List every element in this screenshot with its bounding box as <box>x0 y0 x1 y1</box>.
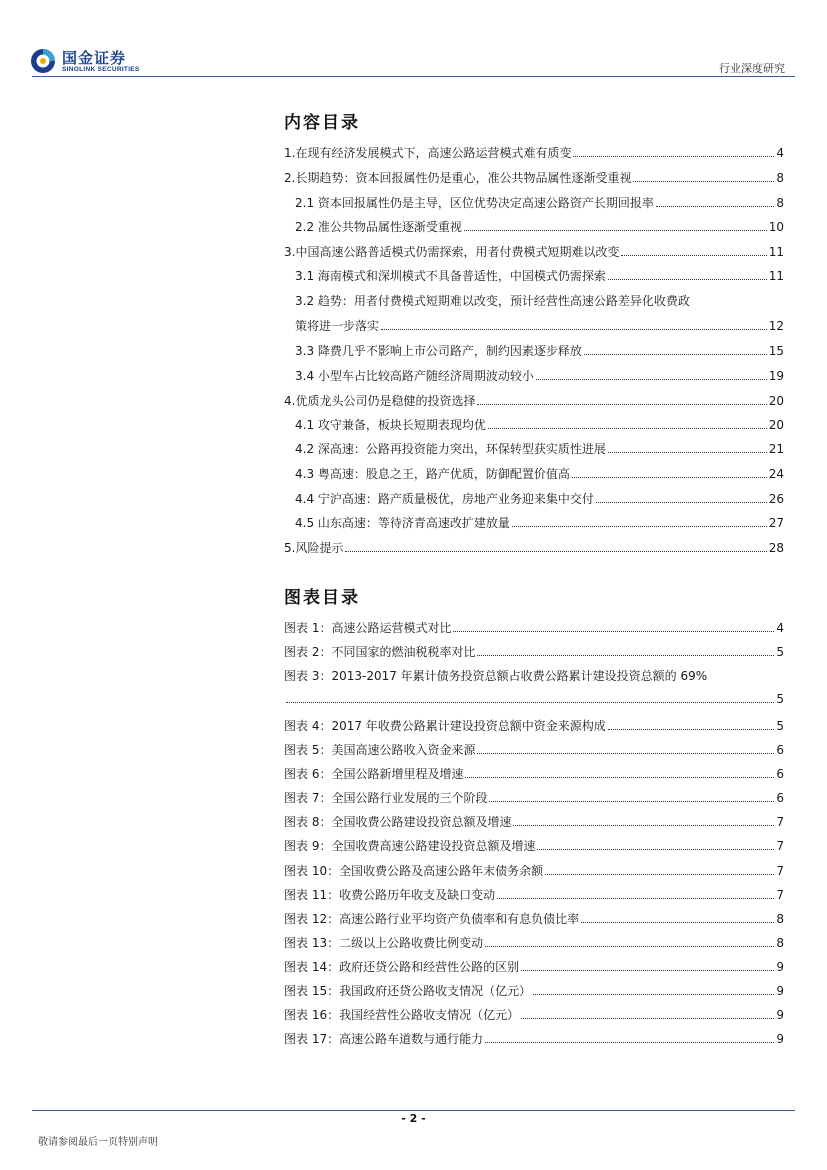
dot-leader <box>656 205 774 207</box>
entry-page-number: 5 <box>776 719 784 733</box>
entry-title: 图表 1：高速公路运营模式对比 <box>284 621 452 635</box>
entry-title: 图表 15：我国政府还贷公路收支情况（亿元） <box>284 984 532 998</box>
figure-entry[interactable] <box>284 1030 784 1048</box>
dot-leader <box>521 1017 774 1019</box>
entry-page-number: 19 <box>768 369 784 383</box>
entry-title: 2.1 资本回报属性仍是主导，区位优势决定高速公路资产长期回报率 <box>295 196 654 210</box>
entry-page-number: 10 <box>768 220 784 234</box>
sinolink-logo-icon <box>30 48 56 74</box>
entry-page-number: 9 <box>776 984 784 998</box>
dot-leader <box>573 155 774 157</box>
dot-leader <box>465 776 774 778</box>
dot-leader <box>545 873 774 875</box>
dot-leader <box>489 800 774 802</box>
figure-entry[interactable] <box>284 741 784 759</box>
entry-title: 图表 2：不同国家的燃油税税率对比 <box>284 645 476 659</box>
contents-title: 内容目录 <box>284 113 360 133</box>
report-type-label: 行业深度研究 <box>719 62 785 75</box>
dot-leader <box>286 701 774 703</box>
entry-title: 2.长期趋势：资本回报属性仍是重心，准公共物品属性逐渐受重视 <box>284 171 632 185</box>
dot-leader <box>485 1041 774 1043</box>
entry-title: 图表 5：美国高速公路收入资金来源 <box>284 743 476 757</box>
entry-page-number: 6 <box>776 743 784 757</box>
entry-title: 4.5 山东高速：等待济青高速改扩建放量 <box>295 516 510 530</box>
entry-page-number: 8 <box>776 912 784 926</box>
figure-entry[interactable] <box>284 643 784 661</box>
toc-entry[interactable] <box>284 392 784 410</box>
entry-page-number: 21 <box>768 442 784 456</box>
entry-page-number: 5 <box>776 692 784 706</box>
toc-entry-text: 3.2 趋势：用者付费模式短期难以改变，预计经营性高速公路差异化收费政 <box>295 294 690 308</box>
toc-entry[interactable] <box>284 169 784 187</box>
entry-title: 图表 10：全国收费公路及高速公路年末债务余额 <box>284 864 544 878</box>
entry-title: 图表 11：收费公路历年收支及缺口变动 <box>284 888 496 902</box>
toc-entry[interactable] <box>295 317 784 335</box>
figure-entry[interactable] <box>284 692 784 710</box>
entry-page-number: 27 <box>768 516 784 530</box>
entry-title: 图表 14：政府还贷公路和经营性公路的区别 <box>284 960 520 974</box>
dot-leader <box>608 728 775 730</box>
dot-leader <box>512 525 767 527</box>
toc-entry[interactable] <box>295 440 784 458</box>
dot-leader <box>381 328 767 330</box>
toc-entry[interactable] <box>284 539 784 557</box>
entry-page-number: 9 <box>776 960 784 974</box>
dot-leader <box>536 378 767 380</box>
figure-entry[interactable] <box>284 717 784 735</box>
dot-leader <box>497 897 774 899</box>
entry-title: 图表 8：全国收费公路建设投资总额及增速 <box>284 815 512 829</box>
toc-entry[interactable] <box>295 342 784 360</box>
entry-title: 图表 13：二级以上公路收费比例变动 <box>284 936 484 950</box>
figure-entry[interactable] <box>284 934 784 952</box>
dot-leader <box>621 254 766 256</box>
toc-entry[interactable] <box>295 514 784 532</box>
entry-page-number: 4 <box>776 146 784 160</box>
figure-entry[interactable] <box>284 958 784 976</box>
entry-page-number: 24 <box>768 467 784 481</box>
entry-page-number: 5 <box>776 645 784 659</box>
toc-entry[interactable] <box>295 416 784 434</box>
entry-page-number: 6 <box>776 767 784 781</box>
entry-page-number: 8 <box>776 196 784 210</box>
entry-title: 4.优质龙头公司仍是稳健的投资选择 <box>284 394 476 408</box>
dot-leader <box>477 403 766 405</box>
entry-title: 图表 17：高速公路车道数与通行能力 <box>284 1032 484 1046</box>
entry-page-number: 4 <box>776 621 784 635</box>
entry-page-number: 11 <box>768 245 784 259</box>
entry-page-number: 7 <box>776 864 784 878</box>
dot-leader <box>537 848 774 850</box>
toc-entry[interactable] <box>295 367 784 385</box>
entry-title: 2.2 准公共物品属性逐渐受重视 <box>295 220 462 234</box>
entry-page-number: 20 <box>768 394 784 408</box>
figures-section <box>284 583 784 1053</box>
figure-entry[interactable] <box>284 910 784 928</box>
toc-entry[interactable] <box>284 144 784 162</box>
figure-entry[interactable] <box>284 862 784 880</box>
disclaimer-note: 敬请参阅最后一页特别声明 <box>38 1137 158 1148</box>
entry-title: 1.在现有经济发展模式下，高速公路运营模式难有质变 <box>284 146 572 160</box>
toc-entry[interactable] <box>295 267 784 285</box>
figure-entry[interactable] <box>284 789 784 807</box>
entry-page-number: 15 <box>768 344 784 358</box>
toc-entry-line1[interactable] <box>295 292 784 310</box>
header-divider <box>32 76 795 77</box>
logo-english-name: SINOLINK SECURITIES <box>62 66 140 73</box>
entry-title: 4.1 攻守兼备，板块长短期表现均优 <box>295 418 486 432</box>
contents-section <box>284 108 784 568</box>
entry-title: 4.3 粤高速：股息之王，路产优质，防御配置价值高 <box>295 467 570 481</box>
entry-page-number: 20 <box>768 418 784 432</box>
figure-entry[interactable] <box>284 1006 784 1024</box>
toc-entry[interactable] <box>295 218 784 236</box>
company-logo <box>30 46 160 78</box>
entry-title: 图表 16：我国经营性公路收支情况（亿元） <box>284 1008 520 1022</box>
entry-page-number: 28 <box>768 541 784 555</box>
entry-page-number: 7 <box>776 888 784 902</box>
dot-leader <box>453 630 774 632</box>
toc-entry[interactable] <box>284 243 784 261</box>
toc-entry-line1[interactable] <box>284 667 784 685</box>
entry-title: 图表 9：全国收费高速公路建设投资总额及增速 <box>284 839 536 853</box>
dot-leader <box>345 550 766 552</box>
dot-leader <box>485 945 774 947</box>
page-header <box>0 0 827 80</box>
figure-entry[interactable] <box>284 765 784 783</box>
entry-page-number: 7 <box>776 839 784 853</box>
entry-page-number: 8 <box>776 936 784 950</box>
entry-title: 图表 12：高速公路行业平均资产负债率和有息负债比率 <box>284 912 580 926</box>
toc-entry[interactable] <box>295 490 784 508</box>
entry-page-number: 9 <box>776 1032 784 1046</box>
figure-entry[interactable] <box>284 886 784 904</box>
figure-entry[interactable] <box>284 837 784 855</box>
figures-title: 图表目录 <box>284 588 360 608</box>
entry-title: 3.中国高速公路普适模式仍需探索，用者付费模式短期难以改变 <box>284 245 620 259</box>
entry-page-number: 11 <box>768 269 784 283</box>
entry-page-number: 26 <box>768 492 784 506</box>
entry-page-number: 12 <box>768 319 784 333</box>
figure-entry[interactable] <box>284 619 784 637</box>
entry-title: 3.4 小型车占比较高路产随经济周期波动较小 <box>295 369 534 383</box>
entry-title: 4.4 宁沪高速：路产质量极优，房地产业务迎来集中交付 <box>295 492 594 506</box>
dot-leader <box>608 278 767 280</box>
dot-leader <box>464 229 767 231</box>
dot-leader <box>608 451 767 453</box>
dot-leader <box>521 969 774 971</box>
dot-leader <box>581 921 774 923</box>
entry-title: 5.风险提示 <box>284 541 344 555</box>
dot-leader <box>513 824 774 826</box>
dot-leader <box>596 501 767 503</box>
dot-leader <box>477 752 774 754</box>
entry-title: 3.3 降费几乎不影响上市公司路产，制约因素逐步释放 <box>295 344 582 358</box>
entry-page-number: 6 <box>776 791 784 805</box>
entry-title: 策将进一步落实 <box>295 319 380 333</box>
entry-title: 4.2 深高速：公路再投资能力突出，环保转型获实质性进展 <box>295 442 606 456</box>
page-number: - 2 - <box>401 1112 426 1125</box>
footer-divider <box>32 1110 795 1111</box>
dot-leader <box>477 654 774 656</box>
toc-entry[interactable] <box>295 194 784 212</box>
figure-entry[interactable] <box>284 982 784 1000</box>
toc-entry[interactable] <box>295 465 784 483</box>
entry-page-number: 9 <box>776 1008 784 1022</box>
entry-title: 图表 4：2017 年收费公路累计建设投资总额中资金来源构成 <box>284 719 606 733</box>
dot-leader <box>488 427 767 429</box>
toc-entry-text: 图表 3：2013-2017 年累计债务投资总额占收费公路累计建设投资总额的 69% <box>284 669 708 683</box>
logo-chinese-name: 国金证券 <box>62 49 127 67</box>
entry-page-number: 8 <box>776 171 784 185</box>
figure-entry[interactable] <box>284 813 784 831</box>
dot-leader <box>633 180 774 182</box>
entry-title: 3.1 海南模式和深圳模式不具备普适性，中国模式仍需探索 <box>295 269 606 283</box>
dot-leader <box>533 993 774 995</box>
entry-title: 图表 6：全国公路新增里程及增速 <box>284 767 464 781</box>
entry-title: 图表 7：全国公路行业发展的三个阶段 <box>284 791 488 805</box>
dot-leader <box>584 353 767 355</box>
dot-leader <box>572 476 767 478</box>
entry-page-number: 7 <box>776 815 784 829</box>
